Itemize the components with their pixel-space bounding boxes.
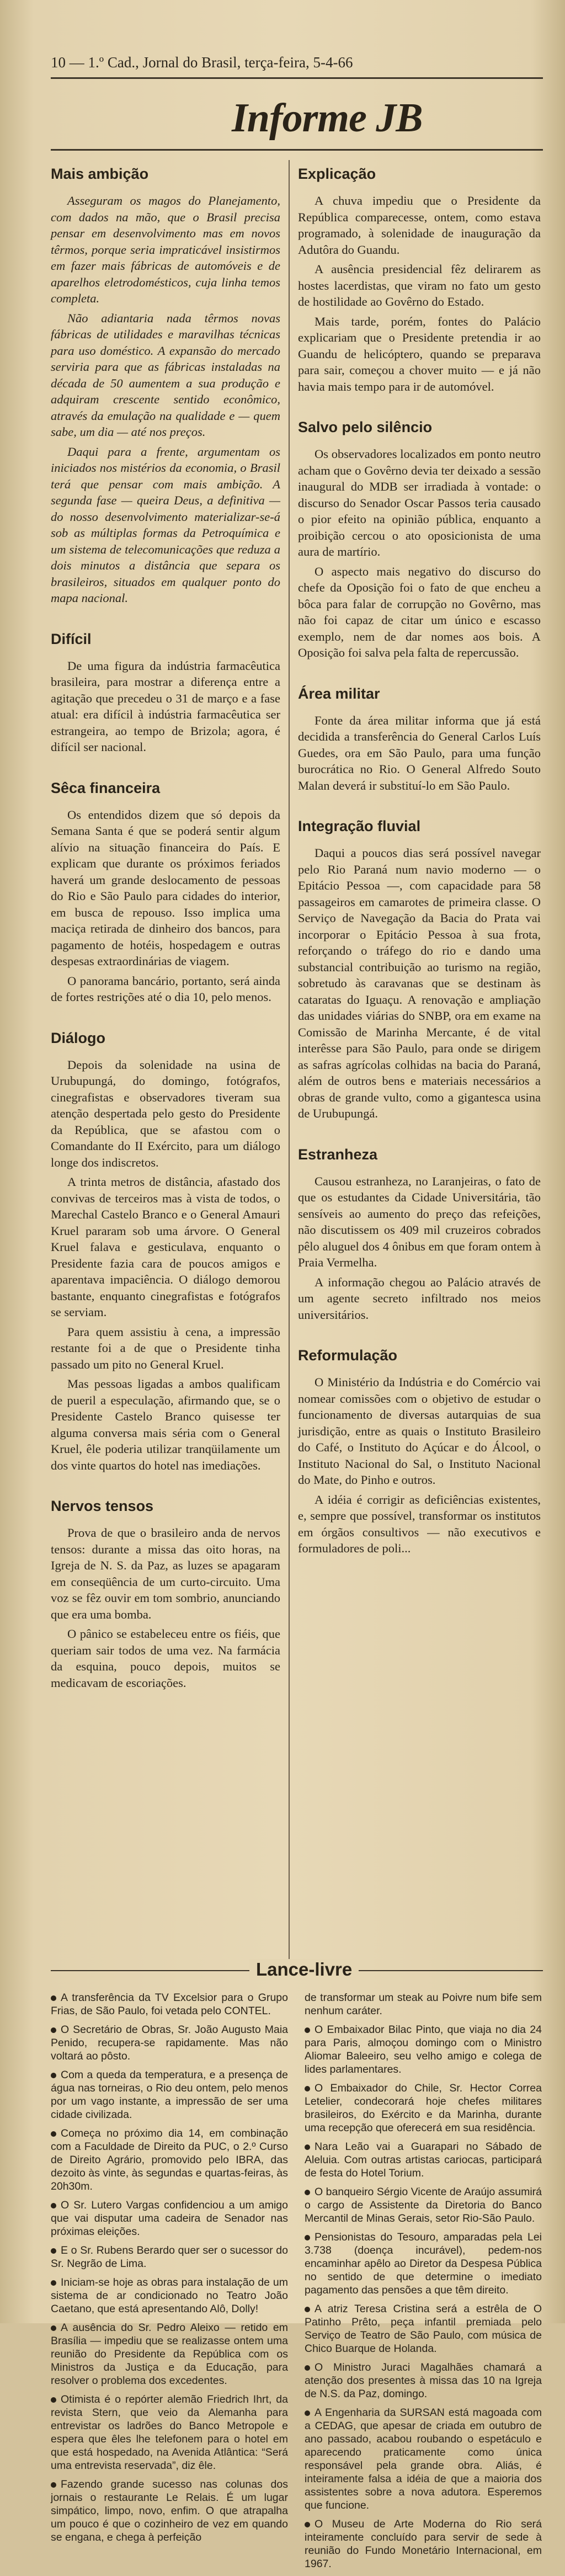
lance-item bbox=[305, 2231, 542, 2297]
lance-item bbox=[51, 2244, 288, 2270]
lance-item bbox=[305, 2140, 542, 2180]
lance-item bbox=[305, 2023, 542, 2076]
bullet-icon bbox=[51, 2248, 56, 2254]
lance-item bbox=[51, 2478, 288, 2544]
section-heading: Salvo pelo silêncio bbox=[298, 419, 433, 435]
bullet-icon bbox=[305, 2027, 310, 2033]
bullet-icon bbox=[305, 2086, 310, 2091]
section-paragraph: Depois da solenidade na usina de Urubupungá, do domingo, fotógrafos, cinegrafistas e observadores tiveram sua atenção despertada pelo gesto do Presidente da República, que se afastou com o Comandante do II Exército, para um diálogo longe dos indiscretos. bbox=[51, 1057, 280, 1169]
section-heading: Nervos tensos bbox=[51, 1498, 154, 1514]
column-divider bbox=[289, 160, 290, 1976]
lance-item bbox=[51, 1991, 288, 2018]
section-heading: Integração fluvial bbox=[298, 818, 421, 834]
section-paragraph: Prova de que o brasileiro anda de nervos tensos: durante a missa das oito horas, na Igreja de N. S. da Paz, as luzes se apagaram em conseqüência de um curto-circuito. Uma voz se fêz ouvir em tom sombrio, anunciando que era uma bomba. bbox=[51, 1526, 280, 1621]
right-column bbox=[298, 166, 541, 1581]
section-paragraph: A informação chegou ao Palácio através de um agente secreto infiltrado nos meios universitários. bbox=[298, 1275, 541, 1322]
lance-item-text: O Embaixador Bilac Pinto, que viaja no dia 24 para Paris, almoçou domingo com o Ministro Aliomar Baleeiro, seu velho amigo e colega de lides parlamentares. bbox=[305, 2024, 542, 2075]
bullet-icon bbox=[51, 2203, 56, 2208]
lance-item-text: E o Sr. Rubens Berardo quer ser o sucessor do Sr. Negrão de Lima. bbox=[51, 2244, 288, 2270]
lance-item bbox=[51, 2276, 288, 2316]
section-heading: Mais ambição bbox=[51, 166, 149, 182]
lance-item-text: O Secretário de Obras, Sr. João Augusto Maia Penido, recupera-se rapidamente. Mas não voltará ao pôsto. bbox=[51, 2024, 288, 2062]
running-head: 10 — 1.º Cad., Jornal do Brasil, terça-feira, 5-4-66 bbox=[51, 54, 353, 71]
column-section bbox=[51, 780, 280, 1005]
column-section bbox=[298, 1347, 541, 1557]
lance-item bbox=[305, 2082, 542, 2135]
lance-item bbox=[305, 2302, 542, 2355]
section-paragraph: A chuva impediu que o Presidente da República comparecesse, ontem, como estava programado, à solenidade de inauguração da Adutôra do Guandu. bbox=[298, 194, 541, 257]
bullet-icon bbox=[305, 2190, 310, 2195]
section-heading: Reformulação bbox=[298, 1347, 398, 1364]
section-paragraph: Não adiantaria nada têrmos novas fábricas de utilidades e maravilhas técnicas para uso doméstico. A expansão do mercado serviria para que as fábricas instaladas na década de 50 aumentem a sua produção e adquiram crescente sentido econômico, através da emulação na qualidade e — quem sabe, um dia — até nos preços. bbox=[51, 311, 280, 439]
lance-item-text: Pensionistas do Tesouro, amparadas pela Lei 3.738 (doença incurável), pedem-nos encaminhar apêlo ao Diretor da Despesa Pública no sentido de que determine o imediato pagamento das pensões a que têm direito. bbox=[305, 2231, 542, 2296]
bullet-icon bbox=[51, 2131, 56, 2137]
lance-item bbox=[305, 2518, 542, 2570]
section-heading: Sêca financeira bbox=[51, 779, 161, 796]
lance-item-text: O Ministro Juraci Magalhães chamará a atenção dos presentes à missa das 10 na Igreja de N.S. da Paz, domingo. bbox=[305, 2361, 542, 2400]
lance-item bbox=[51, 2023, 288, 2063]
top-rule bbox=[51, 77, 543, 79]
lance-item bbox=[51, 2393, 288, 2472]
lance-item bbox=[305, 2406, 542, 2512]
lance-item-text: O banqueiro Sérgio Vicente de Araújo assumirá o cargo de Assistente da Diretoria do Banco Mercantil de Minas Gerais, setor Rio-São Paulo. bbox=[305, 2186, 542, 2224]
section-paragraph: Os entendidos dizem que só depois da Semana Santa é que se poderá sentir algum alívio na situação financeira do País. E explicam que durante os próximos feriados haverá um grande deslocamento de pessoas do Rio e São Paulo para cidades do interior, em busca de repouso. Isso implica uma maciça retirada de dinheiro dos bancos, para pagamento de hotéis, hospedagem e outras despesas extraordinárias de viagem. bbox=[51, 807, 280, 968]
section-paragraph: Mais tarde, porém, fontes do Palácio explicariam que o Presidente pretendia ir ao Guandu de helicóptero, quando se preparava para sair, começou a chover muito — e já não havia mais tempo para ir de automóvel. bbox=[298, 314, 541, 393]
section-paragraph: O panorama bancário, portanto, será ainda de fortes restrições até o dia 10, pelo menos. bbox=[51, 973, 280, 1004]
bullet-icon bbox=[305, 2144, 310, 2150]
bullet-icon bbox=[51, 2073, 56, 2078]
lance-livre-right-column bbox=[305, 1991, 542, 2576]
lance-item bbox=[305, 2361, 542, 2401]
column-section bbox=[298, 1146, 541, 1323]
lance-item bbox=[51, 2068, 288, 2121]
section-heading: Área militar bbox=[298, 685, 380, 702]
lance-item-text: A transferência da TV Excelsior para o Grupo Frias, de São Paulo, foi vetada pelo CONTEL. bbox=[51, 1992, 288, 2017]
bullet-icon bbox=[51, 2325, 56, 2331]
lance-livre-title: Lance-livre bbox=[249, 1959, 359, 1980]
section-heading: Diálogo bbox=[51, 1029, 105, 1046]
lance-item-text: Otimista é o repórter alemão Friedrich Ihrt, da revista Stern, que veio da Alemanha para entrevistar os ladrões do Banco Metropole e espera que êles lhe telefonem para o hotel em que está hospedado, na Avenida Atlântica: “Será uma entrevista reservada”, diz êle. bbox=[51, 2393, 288, 2472]
lance-item bbox=[305, 2185, 542, 2225]
section-paragraph: Daqui a poucos dias será possível navegar pelo Rio Paraná num navio moderno — o Epitácio Pessoa —, com capacidade para 58 passageiros em camarotes de primeira classe. O Serviço de Navegação da Bacia do Prata vai incorporar o Epitácio Pessoa à sua frota, reforçando o tráfego do rio e dando uma substancial contribuição ao turismo na região, sobretudo às caravanas que se destinam às cataratas do Iguaçu. A renovação e ampliação das unidades viárias do SNBP, ora em exame na Comissão de Marinha Mercante, é de vital interêsse para São Paulo, para onde se dirigem as safras agrícolas colhidas na bacia do Paraná, além de outros bens e materiais necessários a obras de grande vulto, como a gigantesca usina de Urubupungá. bbox=[298, 846, 541, 1120]
lance-item-text: O Museu de Arte Moderna do Rio será inteiramente concluído para servir de sede à reunião do Fundo Monetário Internacional, em 1967. bbox=[305, 2518, 542, 2570]
bullet-icon bbox=[305, 2522, 310, 2527]
masthead-rule bbox=[51, 149, 543, 151]
bullet-icon bbox=[51, 1995, 56, 2001]
bullet-icon bbox=[305, 2235, 310, 2240]
section-paragraph: O Ministério da Indústria e do Comércio vai nomear comissões com o objetivo de estudar o funcionamento de diversas autarquias de sua jurisdição, entre as quais o Instituto Brasileiro do Café, o Instituto do Açúcar e do Álcool, o Instituto Nacional do Sal, o Instituto Nacional do Mate, do Pinho e outros. bbox=[298, 1375, 541, 1487]
lance-item-text: Começa no próximo dia 14, em combinação com a Faculdade de Direito da PUC, o 2.º Curso de Direito Agrário, promovido pelo IBRA, das dezoito às vinte, às segundas e quartas-feiras, às 20h30m. bbox=[51, 2127, 288, 2192]
lance-item-text: O Embaixador do Chile, Sr. Hector Correa Letelier, condecorará hoje chefes militares brasileiros, do Exército e da Marinha, durante uma recepção que oferecerá em sua residência. bbox=[305, 2082, 542, 2134]
lance-item-text: Nara Leão vai a Guarapari no Sábado de Aleluia. Com outras artistas cariocas, participará de festa do Hotel Torium. bbox=[305, 2141, 542, 2179]
section-paragraph: De uma figura da indústria farmacêutica brasileira, para mostrar a diferença entre a agitação que precedeu o 31 de março e a fase atual: era difícil à indústria farmacêutica ser estrangeira, ao tempo de Brizola; agora, é difícil ser nacional. bbox=[51, 658, 280, 754]
lance-item-text: Fazendo grande sucesso nas colunas dos jornais o restaurante Le Relais. É um lugar simpático, limpo, novo, enfim. O que atrapalha um pouco é que o cozinheiro de vez em quando se engana, e chega à perfeição bbox=[51, 2478, 288, 2543]
section-heading: Estranheza bbox=[298, 1146, 378, 1163]
lance-item-text: Iniciam-se hoje as obras para instalação de um sistema de ar condicionado no Teatro João Caetano, que está apresentando Alô, Dolly! bbox=[51, 2276, 288, 2315]
lance-item-text: O Sr. Lutero Vargas confidenciou a um amigo que vai disputar uma cadeira de Senador nas próximas eleições. bbox=[51, 2199, 288, 2238]
section-paragraph: O pânico se estabeleceu entre os fiéis, que queriam sair todos de uma vez. Na farmácia da esquina, pouco depois, muitos se medicavam de escoriações. bbox=[51, 1627, 280, 1690]
column-section bbox=[51, 1498, 280, 1691]
masthead: Informe JB bbox=[232, 95, 423, 141]
section-heading: Explicação bbox=[298, 166, 376, 182]
left-column bbox=[51, 166, 280, 1715]
section-paragraph: Asseguram os magos do Planejamento, com dados na mão, que o Brasil precisa pensar em desenvolvimento mas em novos têrmos, porque seria impraticável insistirmos em fazer mais fábricas de automóveis e de aparelhos eletrodomésticos, cuja linha temos completa. bbox=[51, 194, 280, 305]
bullet-icon bbox=[305, 2307, 310, 2312]
column-section bbox=[51, 1030, 280, 1474]
bullet-icon bbox=[51, 2397, 56, 2403]
bullet-icon bbox=[51, 2027, 56, 2033]
lance-item bbox=[51, 2321, 288, 2387]
section-paragraph: A idéia é corrigir as deficiências existentes, e, sempre que possível, transformar os institutos em órgãos consultivos — não executivos e formuladores de poli... bbox=[298, 1492, 541, 1555]
column-section bbox=[51, 631, 280, 755]
column-section bbox=[298, 419, 541, 661]
lance-item bbox=[51, 2199, 288, 2238]
column-section bbox=[298, 818, 541, 1122]
section-paragraph: A trinta metros de distância, afastado dos convivas de terceiros mas à vista de todos, o Marechal Castelo Branco e o General Amauri Kruel pararam sob uma árvore. O General Kruel falava e gesticulava, enquanto o Presidente fazia cara de poucos amigos e aparentava impaciência. O diálogo demorou bastante, enquanto cinegrafistas e fotógrafos se serviam. bbox=[51, 1175, 280, 1319]
column-section bbox=[51, 166, 280, 606]
section-paragraph: Mas pessoas ligadas a ambos qualificam de pueril a especulação, afirmando que, se o Presidente Castelo Branco quisesse ter alguma conversa mais séria com o General Kruel, êle poderia utilizar tranqüilamente um dos vinte quartos do hotel nas imediações. bbox=[51, 1377, 280, 1472]
bullet-icon bbox=[51, 2280, 56, 2286]
bullet-icon bbox=[305, 2365, 310, 2371]
section-paragraph: Para quem assistiu à cena, a impressão restante foi a de que o Presidente tinha passado um pito no General Kruel. bbox=[51, 1324, 280, 1371]
bullet-icon bbox=[305, 2410, 310, 2416]
lance-livre-left-column bbox=[51, 1991, 288, 2550]
lance-item-text: A ausência do Sr. Pedro Aleixo — retido em Brasília — impediu que se realizasse ontem uma reunião do Presidente da República com os Ministros da Justiça e da Educação, para resolver o problema dos excedentes. bbox=[51, 2322, 288, 2387]
lance-item-text: A Engenharia da SURSAN está magoada com a CEDAG, que apesar de criada em outubro de ano passado, acabou roubando o espetáculo e aparecendo praticamente como única responsável pela grande obra. Aliás, é inteiramente falsa a idéia de que a maioria dos assistentes sobre a nova adutora. Esperemos que funcione. bbox=[305, 2407, 542, 2511]
section-heading: Difícil bbox=[51, 630, 92, 647]
lance-item-text: Com a queda da temperatura, e a presença de água nas torneiras, o Rio deu ontem, pelo menos por um vago instante, a impressão de ser uma cidade civilizada. bbox=[51, 2069, 288, 2121]
section-paragraph: O aspecto mais negativo do discurso do chefe da Oposição foi o fato de que encheu a bôca para falar de corrupção no Govêrno, mas não foi capaz de citar um único e escasso exemplo, nem de dar nomes aos bois. A Oposição foi salva pela falta de repercussão. bbox=[298, 564, 541, 659]
lance-item bbox=[51, 2127, 288, 2193]
lance-item-continuation: de transformar um steak au Poivre num bife sem nenhum caráter. bbox=[305, 1992, 542, 2017]
section-paragraph: Os observadores localizados em ponto neutro acham que o Govêrno devia ter deixado a sessão inaugural do MDB ser irradiada à vontade: o discurso do Senador Oscar Passos teria causado o pior efeito na opinião pública, enquanto a proibição cercou o ato oposicionista de uma aura de martírio. bbox=[298, 447, 541, 558]
lance-livre-header bbox=[51, 1958, 543, 1980]
column-section bbox=[298, 166, 541, 395]
section-paragraph: A ausência presidencial fêz delirarem as hostes lacerdistas, que viram no fato um gesto de hostilidade ao Govêrno do Estado. bbox=[298, 262, 541, 308]
lance-item-text: A atriz Teresa Cristina será a estrêla de O Patinho Prêto, peça infantil premiada pelo Serviço de Teatro de São Paulo, com música de Chico Buarque de Holanda. bbox=[305, 2303, 542, 2355]
section-paragraph: Daqui para a frente, argumentam os iniciados nos mistérios da economia, o Brasil terá que pensar com mais ambição. A segunda fase — queira Deus, a definitiva — do nosso desenvolvimento materializar-se-á sob as múltiplas formas da Petroquímica e um sistema de telecomunicações que reduza a dois minutos a distância que separa os brasileiros, situados em qualquer ponto do mapa nacional. bbox=[51, 444, 280, 605]
bullet-icon bbox=[51, 2482, 56, 2488]
section-paragraph: Fonte da área militar informa que já está decidida a transferência do General Carlos Luís Guedes, ora em São Paulo, para uma função burocrática no Rio. O General Alfredo Souto Malan deverá ir substituí-lo em São Paulo. bbox=[298, 713, 541, 792]
section-paragraph: Causou estranheza, no Laranjeiras, o fato de que os estudantes da Cidade Universitária, tão sensíveis ao aumento do preço das refeições, não discutissem os 409 mil cruzeiros cobrados pêlo aluguel dos 4 ônibus em que foram ontem à Praia Vermelha. bbox=[298, 1174, 541, 1269]
column-section bbox=[298, 685, 541, 794]
